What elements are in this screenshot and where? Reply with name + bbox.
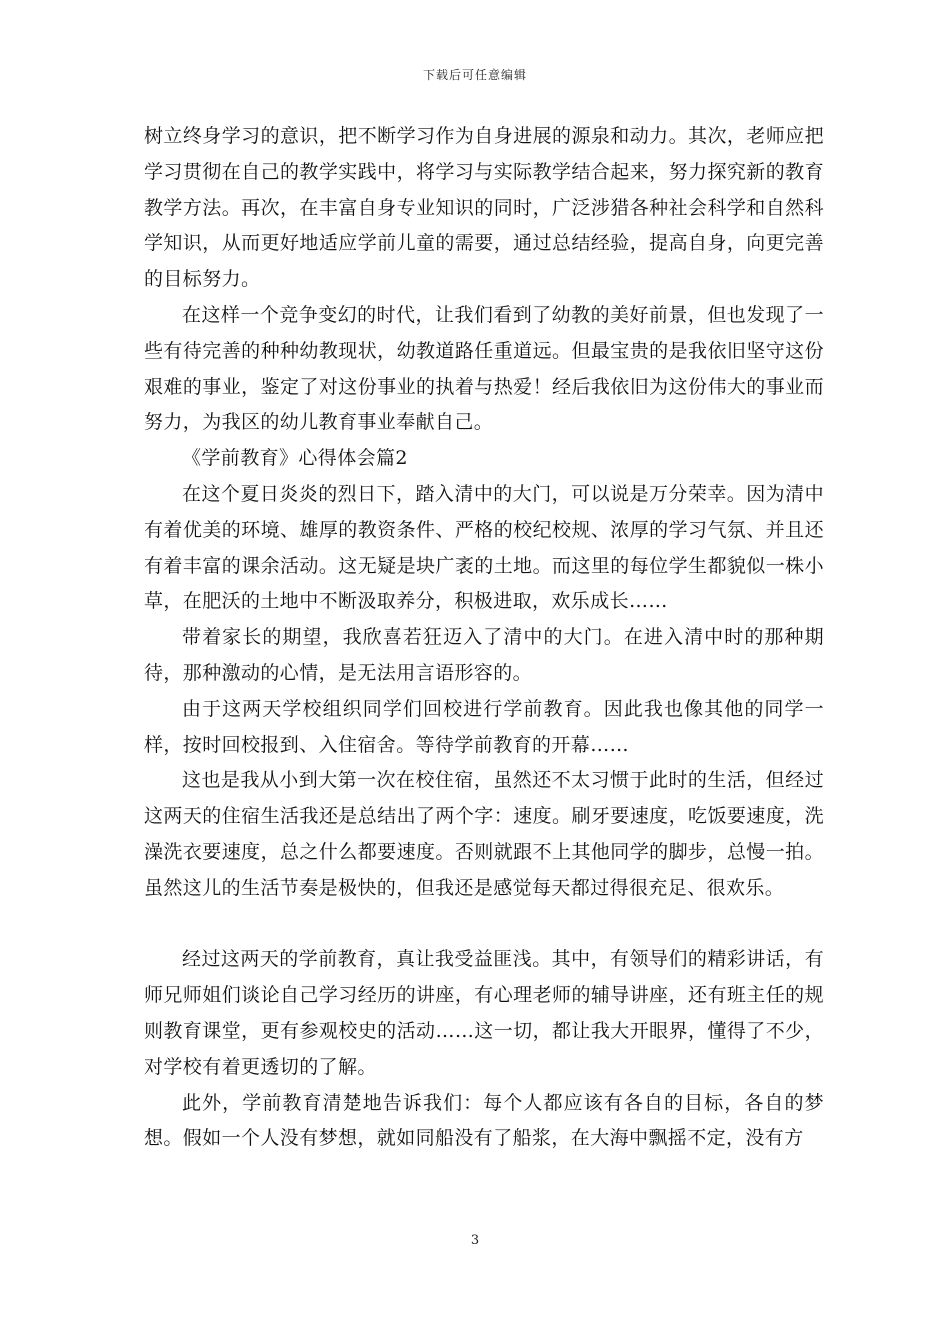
blank-line [144, 907, 824, 943]
paragraph: 经过这两天的学前教育，真让我受益匪浅。其中，有领导们的精彩讲话，有师兄师姐们谈论自己学习经历的讲座，有心理老师的辅导讲座，还有班主任的规则教育课堂，更有参观校史的活动……这一切，都让我大开眼界，懂得了不少，对学校有着更透切的了解。 [144, 948, 824, 1078]
section-heading: 《学前教育》心得体会篇2 [182, 447, 408, 470]
paragraph: 在这样一个竞争变幻的时代，让我们看到了幼教的美好前景，但也发现了一些有待完善的种种幼教现状，幼教道路任重道远。但最宝贵的是我依旧坚守这份艰难的事业，鉴定了对这份事业的执着与热爱！经后我依旧为这份伟大的事业而努力，为我区的幼儿教育事业奉献自己。 [144, 303, 824, 434]
page-number: 3 [470, 1233, 480, 1248]
paragraph: 在这个夏日炎炎的烈日下，踏入清中的大门，可以说是万分荣幸。因为清中有着优美的环境、雄厚的教资条件、严格的校纪校规、浓厚的学习气氛、并且还有着丰富的课余活动。这无疑是块广袤的土地。而这里的每位学生都貌似一株小草，在肥沃的土地中不断汲取养分，积极进取，欢乐成长…… [144, 482, 824, 613]
paragraph: 此外，学前教育清楚地告诉我们：每个人都应该有各自的目标，各自的梦想。假如一个人没有梦想，就如同船没有了船浆，在大海中飘摇不定，没有方 [144, 1091, 824, 1150]
paragraph: 由于这两天学校组织同学们回校进行学前教育。因此我也像其他的同学一样，按时回校报到、入住宿舍。等待学前教育的开幕…… [144, 697, 824, 756]
paragraph: 这也是我从小到大第一次在校住宿，虽然还不太习惯于此时的生活，但经过这两天的住宿生活我还是总结出了两个字：速度。刷牙要速度，吃饭要速度，洗澡洗衣要速度，总之什么都要速度。否则就跟不上其他同学的脚步，总慢一拍。虽然这儿的生活节奏是极快的，但我还是感觉每天都过得很充足、很欢乐。 [144, 769, 824, 899]
paragraph-continuation: 树立终身学习的意识，把不断学习作为自身进展的源泉和动力。其次，老师应把学习贯彻在自己的教学实践中，将学习与实际教学结合起来，努力探究新的教育教学方法。再次，在丰富自身专业知识的同时，广泛涉猎各种社会科学和自然科学知识，从而更好地适应学前儿童的需要，通过总结经验，提高自身，向更完善的目标努力。 [144, 125, 824, 291]
paragraph: 带着家长的期望，我欣喜若狂迈入了清中的大门。在进入清中时的那种期待，那种激动的心情，是无法用言语形容的。 [144, 626, 824, 684]
page-header: 下载后可任意编辑 [422, 68, 527, 82]
document-body [144, 119, 824, 1157]
